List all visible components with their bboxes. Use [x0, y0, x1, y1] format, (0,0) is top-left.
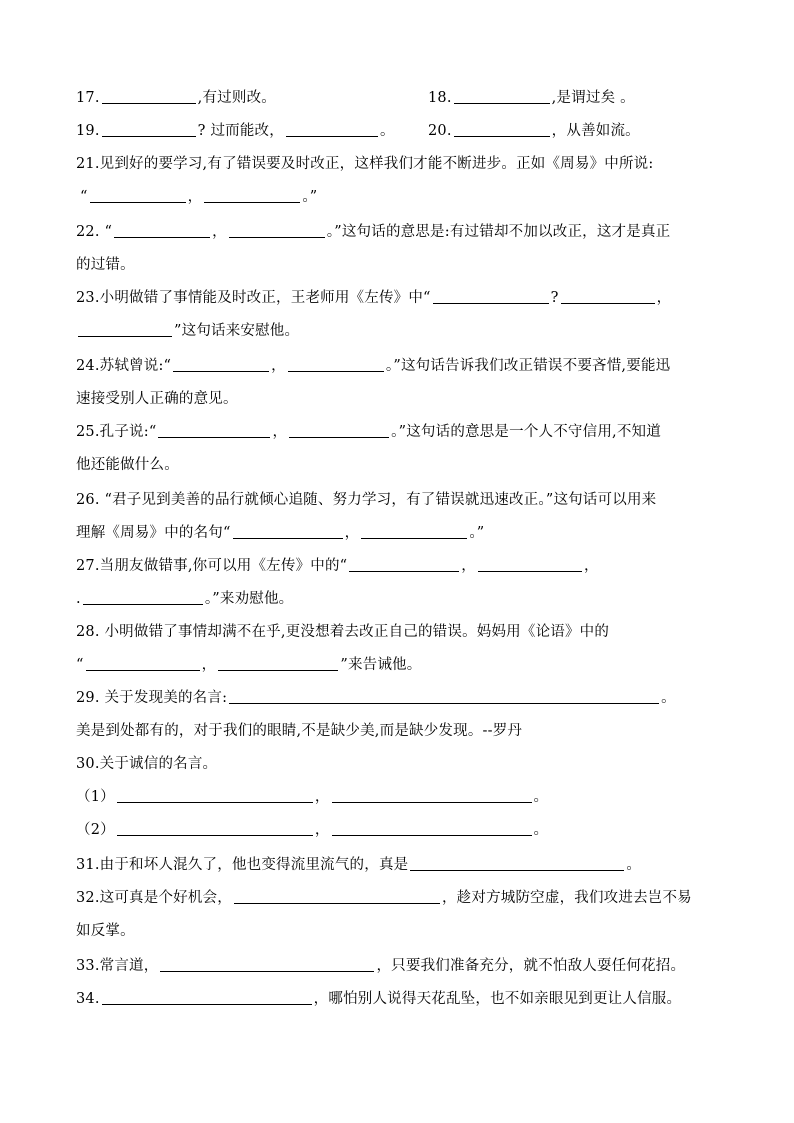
- quote-mark: 。”: [302, 189, 318, 205]
- question-23-line2: [76, 321, 299, 341]
- question-24: [76, 356, 670, 376]
- answer-blank[interactable]: [478, 557, 582, 572]
- answer-blank[interactable]: [90, 188, 186, 203]
- question-text: 。”这句话告诉我们改正错误不要吝惜,要能迅: [385, 358, 671, 374]
- punctuation: ，: [461, 558, 476, 574]
- question-32-line2: [76, 921, 135, 941]
- answer-blank[interactable]: [349, 557, 459, 572]
- question-text: ”来告诫他。: [340, 657, 422, 673]
- question-text: 速接受别人正确的意见。: [76, 391, 238, 407]
- punctuation: ，: [187, 189, 203, 205]
- question-32: [76, 888, 692, 908]
- answer-blank[interactable]: [361, 524, 467, 539]
- answer-blank[interactable]: [433, 289, 549, 304]
- answer-blank[interactable]: [78, 322, 172, 337]
- punctuation: ，: [344, 525, 360, 541]
- punctuation: 。: [661, 690, 676, 706]
- punctuation: ，: [314, 789, 330, 805]
- question-18: [428, 88, 635, 108]
- question-text: 25.孔子说:“: [76, 424, 157, 440]
- question-text: 。”这句话的意思是:有过错却不加以改正，这才是真正: [326, 224, 671, 240]
- question-text: 23.小明做错了事情能及时改正，王老师用《左传》中“: [76, 290, 431, 306]
- question-25-line2: [76, 455, 179, 475]
- punctuation: .: [76, 591, 81, 607]
- answer-blank[interactable]: [218, 656, 338, 671]
- question-33: [76, 956, 685, 976]
- question-text: 28. 小明做错了事情却满不在乎,更没想着去改正自己的错误。妈妈用《论语》中的: [76, 624, 610, 640]
- answer-blank[interactable]: [160, 957, 374, 972]
- item-number: （1）: [76, 789, 115, 805]
- question-text: ，趁对方城防空虚，我们攻进去岂不易: [441, 890, 692, 906]
- question-31: [76, 855, 641, 875]
- question-text: 29. 关于发现美的名言:: [76, 690, 228, 706]
- question-22-line2: [76, 255, 135, 275]
- question-text: 30.关于诚信的名言。: [76, 756, 218, 772]
- question-text: 26. “君子见到美善的品行就倾心追随、努力学习，有了错误就迅速改正。”这句话可以用来: [76, 492, 657, 508]
- question-text: 理解《周易》中的名句“: [76, 525, 231, 541]
- question-text: 。”来劝慰他。: [204, 591, 294, 607]
- answer-blank[interactable]: [229, 223, 325, 238]
- question-23: [76, 288, 671, 308]
- answer-blank[interactable]: [117, 821, 313, 836]
- question-text: ，哪怕别人说得天花乱坠，也不如亲眼见到更让人信服。: [313, 991, 682, 1007]
- question-20: [428, 121, 640, 141]
- question-number: 18.: [428, 90, 452, 106]
- answer-blank[interactable]: [454, 89, 550, 104]
- question-text: 24.苏轼曾说:“: [76, 358, 172, 374]
- answer-blank[interactable]: [286, 122, 378, 137]
- question-21: [76, 154, 653, 174]
- question-17: [76, 88, 276, 108]
- answer-blank[interactable]: [233, 524, 343, 539]
- question-text: 如反掌。: [76, 923, 135, 939]
- question-text: ，只要我们准备充分，就不怕敌人耍任何花招。: [376, 958, 686, 974]
- answer-blank[interactable]: [83, 590, 203, 605]
- punctuation: ，: [272, 424, 288, 440]
- answer-blank[interactable]: [288, 357, 384, 372]
- quote-mark: “: [76, 657, 84, 673]
- question-number: 20.: [428, 123, 452, 139]
- question-text: 。: [379, 123, 395, 139]
- answer-blank[interactable]: [102, 990, 312, 1005]
- answer-blank[interactable]: [234, 889, 440, 904]
- question-29-line2: [76, 721, 522, 741]
- question-text: 。”这句话的意思是一个人不守信用,不知道: [391, 424, 661, 440]
- question-text: 的过错。: [76, 257, 135, 273]
- answer-blank[interactable]: [561, 289, 655, 304]
- punctuation: 。: [533, 789, 549, 805]
- question-text: ,有过则改。: [197, 90, 276, 106]
- question-text: 21.见到好的要学习,有了错误要及时改正，这样我们才能不断进步。正如《周易》中所说:: [76, 156, 654, 172]
- question-27-line2: [76, 589, 293, 609]
- question-26: [76, 490, 656, 510]
- question-24-line2: [76, 389, 238, 409]
- punctuation: ，: [212, 224, 227, 240]
- item-number: （2）: [76, 822, 115, 838]
- question-number: 34.: [76, 991, 100, 1007]
- question-22: [76, 222, 670, 242]
- question-number: 17.: [76, 90, 100, 106]
- question-text: 31.由于和坏人混久了，他也变得流里流气的，真是: [76, 857, 409, 873]
- answer-blank[interactable]: [173, 357, 269, 372]
- question-30: [76, 754, 217, 774]
- question-text: ,是谓过矣 。: [551, 90, 635, 106]
- answer-blank[interactable]: [102, 89, 196, 104]
- question-text: 美是到处都有的，对于我们的眼睛,不是缺少美,而是缺少发现。--罗丹: [76, 723, 523, 739]
- answer-blank[interactable]: [289, 423, 389, 438]
- question-30-item1: [76, 787, 548, 807]
- question-text: ? 过而能改，: [197, 123, 284, 139]
- punctuation: ，: [201, 657, 217, 673]
- question-text: 27.当朋友做错事,你可以用《左传》中的“: [76, 558, 348, 574]
- punctuation: ，: [656, 290, 672, 306]
- answer-blank[interactable]: [229, 689, 659, 704]
- question-text: 33.常言道，: [76, 958, 159, 974]
- question-text: 22. “: [76, 224, 113, 240]
- question-26-line2: [76, 523, 484, 543]
- question-29: [76, 688, 676, 708]
- answer-blank[interactable]: [114, 223, 210, 238]
- question-text: 32.这可真是个好机会，: [76, 890, 232, 906]
- question-34: [76, 989, 681, 1009]
- answer-blank[interactable]: [102, 122, 196, 137]
- question-text: ，从善如流。: [551, 123, 640, 139]
- question-text: 他还能做什么。: [76, 457, 179, 473]
- question-number: 19.: [76, 123, 100, 139]
- answer-blank[interactable]: [158, 423, 270, 438]
- question-28-line2: [76, 655, 421, 675]
- answer-blank[interactable]: [332, 788, 532, 803]
- punctuation: ，: [583, 558, 599, 574]
- answer-blank[interactable]: [204, 188, 300, 203]
- question-28: [76, 622, 609, 642]
- punctuation: 。: [626, 857, 642, 873]
- punctuation: ，: [314, 822, 330, 838]
- punctuation: 。: [533, 822, 549, 838]
- punctuation: ，: [271, 358, 286, 374]
- question-text: ”这句话来安慰他。: [174, 323, 300, 339]
- question-25: [76, 422, 661, 442]
- question-21-line2: [80, 187, 317, 207]
- answer-blank[interactable]: [454, 122, 550, 137]
- answer-blank[interactable]: [117, 788, 313, 803]
- answer-blank[interactable]: [410, 856, 624, 871]
- question-27: [76, 556, 599, 576]
- question-19: [76, 121, 395, 141]
- punctuation: ?: [550, 290, 559, 306]
- question-30-item2: [76, 820, 548, 840]
- answer-blank[interactable]: [86, 656, 200, 671]
- quote-mark: “: [80, 189, 88, 205]
- quote-mark: 。”: [469, 525, 485, 541]
- answer-blank[interactable]: [332, 821, 532, 836]
